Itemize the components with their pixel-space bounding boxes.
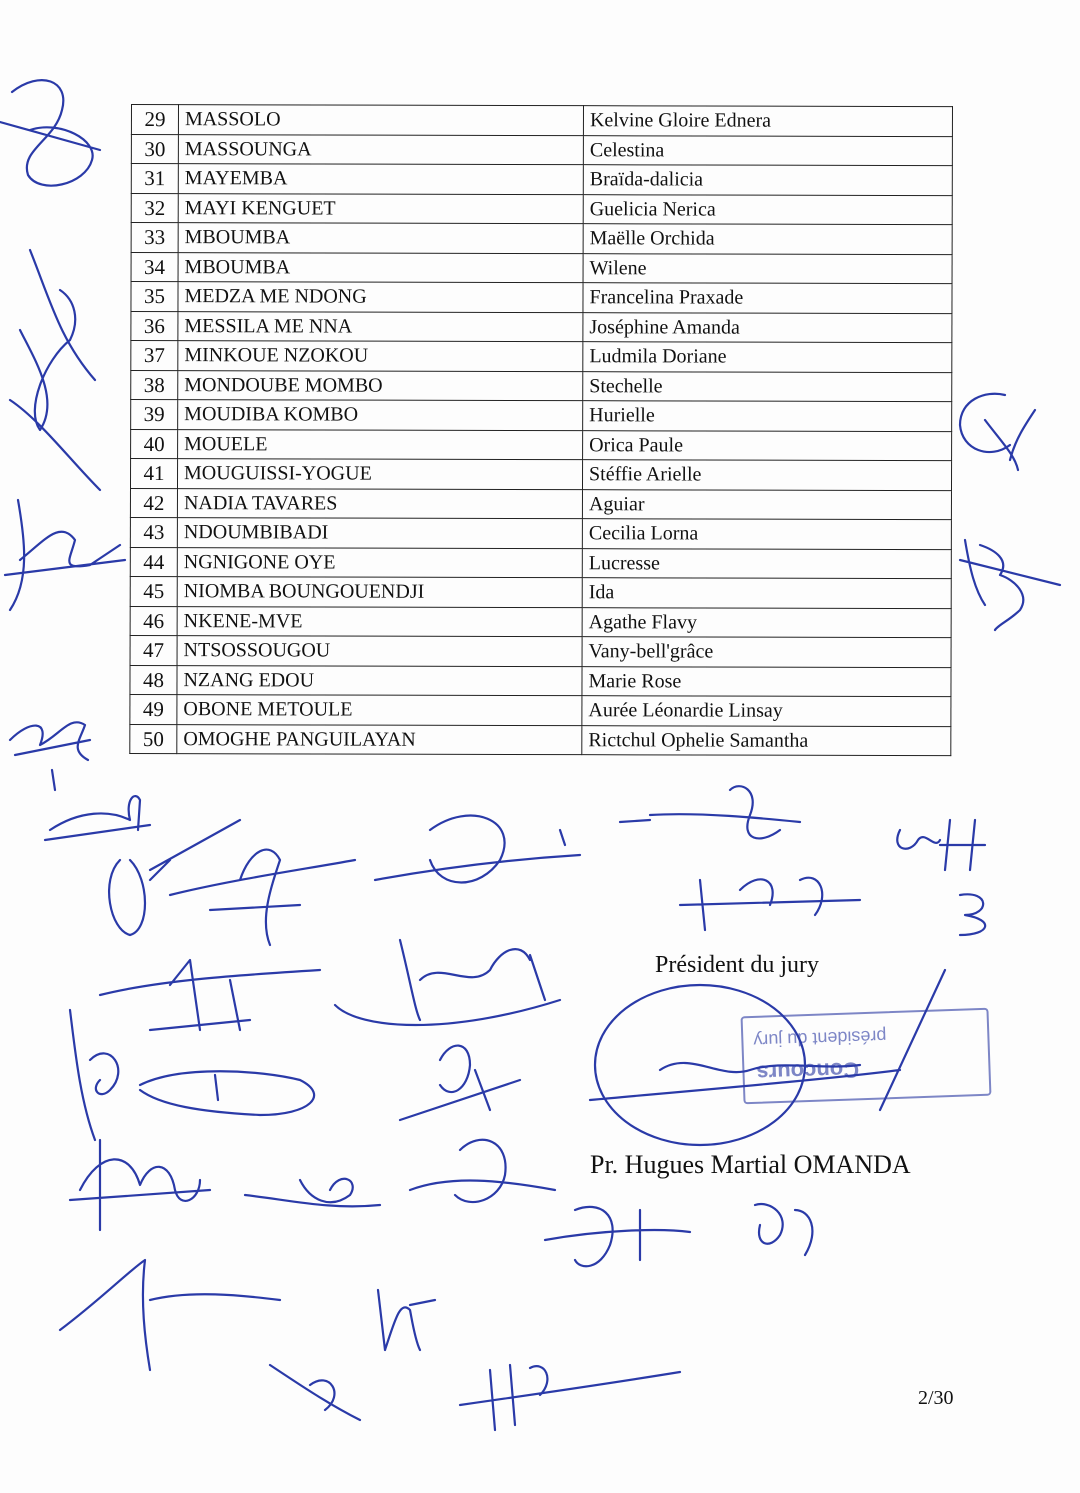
candidate-last-name: NADIA TAVARES <box>177 488 582 519</box>
signature-mark <box>960 540 1060 630</box>
signature-mark <box>897 820 985 935</box>
candidate-row <box>130 606 951 638</box>
candidate-row <box>131 341 952 373</box>
candidate-first-name: Ida <box>582 578 951 608</box>
candidate-number: 30 <box>131 134 178 164</box>
signature-mark <box>70 1140 210 1230</box>
candidate-row <box>131 193 952 225</box>
candidate-first-name: Lucresse <box>582 548 951 578</box>
jury-president-label: Président du jury <box>655 952 819 978</box>
candidate-last-name: MAYEMBA <box>178 164 583 195</box>
candidate-number: 45 <box>130 576 177 606</box>
candidate-first-name: Aurée Léonardie Linsay <box>582 696 951 726</box>
candidate-number: 49 <box>130 694 177 724</box>
candidate-row <box>130 665 951 697</box>
candidate-row <box>131 252 952 284</box>
stamp-text-line1: président du jury <box>753 1026 887 1051</box>
stamp-text-line2: Concours <box>756 1057 860 1086</box>
candidate-last-name: MINKOUE NZOKOU <box>178 341 583 372</box>
candidate-first-name: Cecilia Lorna <box>582 519 951 549</box>
candidate-last-name: NIOMBA BOUNGOUENDJI <box>177 577 582 608</box>
candidate-number: 34 <box>131 252 178 282</box>
signature-mark <box>245 1179 380 1207</box>
candidate-first-name: Hurielle <box>583 401 952 431</box>
candidate-number: 38 <box>131 370 178 400</box>
candidate-first-name: Francelina Praxade <box>583 283 952 313</box>
candidate-last-name: MOUELE <box>178 429 583 460</box>
candidate-first-name: Maëlle Orchida <box>583 224 952 254</box>
signature-mark <box>10 250 100 490</box>
signature-mark <box>10 722 90 790</box>
candidate-number: 29 <box>131 105 178 135</box>
candidate-number: 31 <box>131 164 178 194</box>
candidate-first-name: Guelicia Nerica <box>583 194 952 224</box>
candidate-row <box>131 105 952 137</box>
candidate-number: 40 <box>131 429 178 459</box>
candidate-row <box>130 459 951 491</box>
candidate-last-name: MOUDIBA KOMBO <box>178 400 583 431</box>
candidate-row <box>130 694 951 726</box>
candidate-last-name: NTSOSSOUGOU <box>177 636 582 667</box>
signature-mark <box>545 1207 690 1266</box>
candidate-row <box>131 134 952 166</box>
candidate-last-name: NDOUMBIBADI <box>177 518 582 549</box>
candidate-first-name: Braïda-dalicia <box>583 165 952 195</box>
candidate-number: 41 <box>130 459 177 489</box>
candidate-table-body <box>130 105 953 756</box>
signature-mark <box>45 796 150 840</box>
candidate-row <box>131 370 952 402</box>
candidate-number: 33 <box>131 223 178 253</box>
signature-mark <box>460 1365 680 1430</box>
signature-mark <box>335 940 560 1025</box>
candidate-row <box>130 576 951 608</box>
candidate-last-name: MESSILA ME NNA <box>178 311 583 342</box>
candidate-row <box>131 164 952 196</box>
official-stamp <box>741 1008 992 1105</box>
signature-mark <box>109 820 240 935</box>
candidate-last-name: MASSOLO <box>178 105 583 136</box>
candidate-number: 50 <box>130 724 177 754</box>
signature-mark <box>5 500 125 610</box>
signature-mark <box>755 1204 812 1255</box>
candidate-number: 32 <box>131 193 178 223</box>
candidate-first-name: Vany-bell'grâce <box>582 637 951 667</box>
candidate-row <box>131 311 952 343</box>
signature-mark <box>70 1010 118 1140</box>
candidate-last-name: MBOUMBA <box>178 223 583 254</box>
candidate-last-name: MBOUMBA <box>178 252 583 283</box>
candidate-number: 46 <box>130 606 177 636</box>
signature-mark <box>270 1365 360 1420</box>
signature-mark <box>410 1140 555 1202</box>
candidate-first-name: Celestina <box>583 135 952 165</box>
candidate-first-name: Stechelle <box>583 371 952 401</box>
candidate-number: 43 <box>130 517 177 547</box>
signature-mark <box>140 1071 314 1115</box>
candidate-first-name: Kelvine Gloire Ednera <box>583 106 952 136</box>
candidate-last-name: MAYI KENGUET <box>178 193 583 224</box>
candidate-row <box>131 400 952 432</box>
signature-mark <box>378 1290 435 1350</box>
candidate-number: 48 <box>130 665 177 695</box>
candidate-number: 36 <box>131 311 178 341</box>
candidate-number: 47 <box>130 635 177 665</box>
signature-mark <box>960 394 1035 470</box>
candidate-row <box>131 429 952 461</box>
signature-mark <box>60 1260 280 1370</box>
signature-mark <box>620 786 800 838</box>
signature-mark <box>400 1046 520 1120</box>
candidate-last-name: MASSOUNGA <box>178 134 583 165</box>
candidate-number: 39 <box>131 400 178 430</box>
signature-mark <box>100 960 320 1030</box>
candidate-last-name: NGNIGONE OYE <box>177 547 582 578</box>
signature-mark <box>170 850 355 945</box>
candidate-number: 44 <box>130 547 177 577</box>
candidate-first-name: Joséphine Amanda <box>583 312 952 342</box>
candidate-last-name: NZANG EDOU <box>177 665 582 696</box>
candidate-first-name: Ludmila Doriane <box>583 342 952 372</box>
candidate-row <box>130 547 951 579</box>
candidate-number: 42 <box>130 488 177 518</box>
candidate-first-name: Marie Rose <box>582 666 951 696</box>
page-number: 2/30 <box>918 1387 954 1409</box>
jury-president-name: Pr. Hugues Martial OMANDA <box>590 1150 911 1179</box>
signature-mark <box>0 80 100 186</box>
candidate-number: 37 <box>131 341 178 371</box>
candidate-first-name: Aguiar <box>582 489 951 519</box>
candidate-last-name: NKENE-MVE <box>177 606 582 637</box>
candidate-row <box>131 223 952 255</box>
candidate-last-name: MONDOUBE MOMBO <box>178 370 583 401</box>
candidate-first-name: Rictchul Ophelie Samantha <box>582 725 951 755</box>
candidate-last-name: OBONE METOULE <box>177 695 582 726</box>
candidate-first-name: Agathe Flavy <box>582 607 951 637</box>
candidate-last-name: OMOGHE PANGUILAYAN <box>177 724 582 755</box>
candidate-last-name: MEDZA ME NDONG <box>178 282 583 313</box>
candidate-last-name: MOUGUISSI-YOGUE <box>177 459 582 490</box>
candidate-row <box>130 724 951 756</box>
candidate-number: 35 <box>131 282 178 312</box>
signature-mark <box>375 816 580 883</box>
candidate-first-name: Stéffie Arielle <box>582 460 951 490</box>
candidate-row <box>130 517 951 549</box>
candidate-table <box>129 104 953 756</box>
signature-mark <box>680 878 860 930</box>
candidate-first-name: Orica Paule <box>583 430 952 460</box>
candidate-first-name: Wilene <box>583 253 952 283</box>
candidate-row <box>130 635 951 667</box>
candidate-row <box>131 282 952 314</box>
candidate-row <box>130 488 951 520</box>
